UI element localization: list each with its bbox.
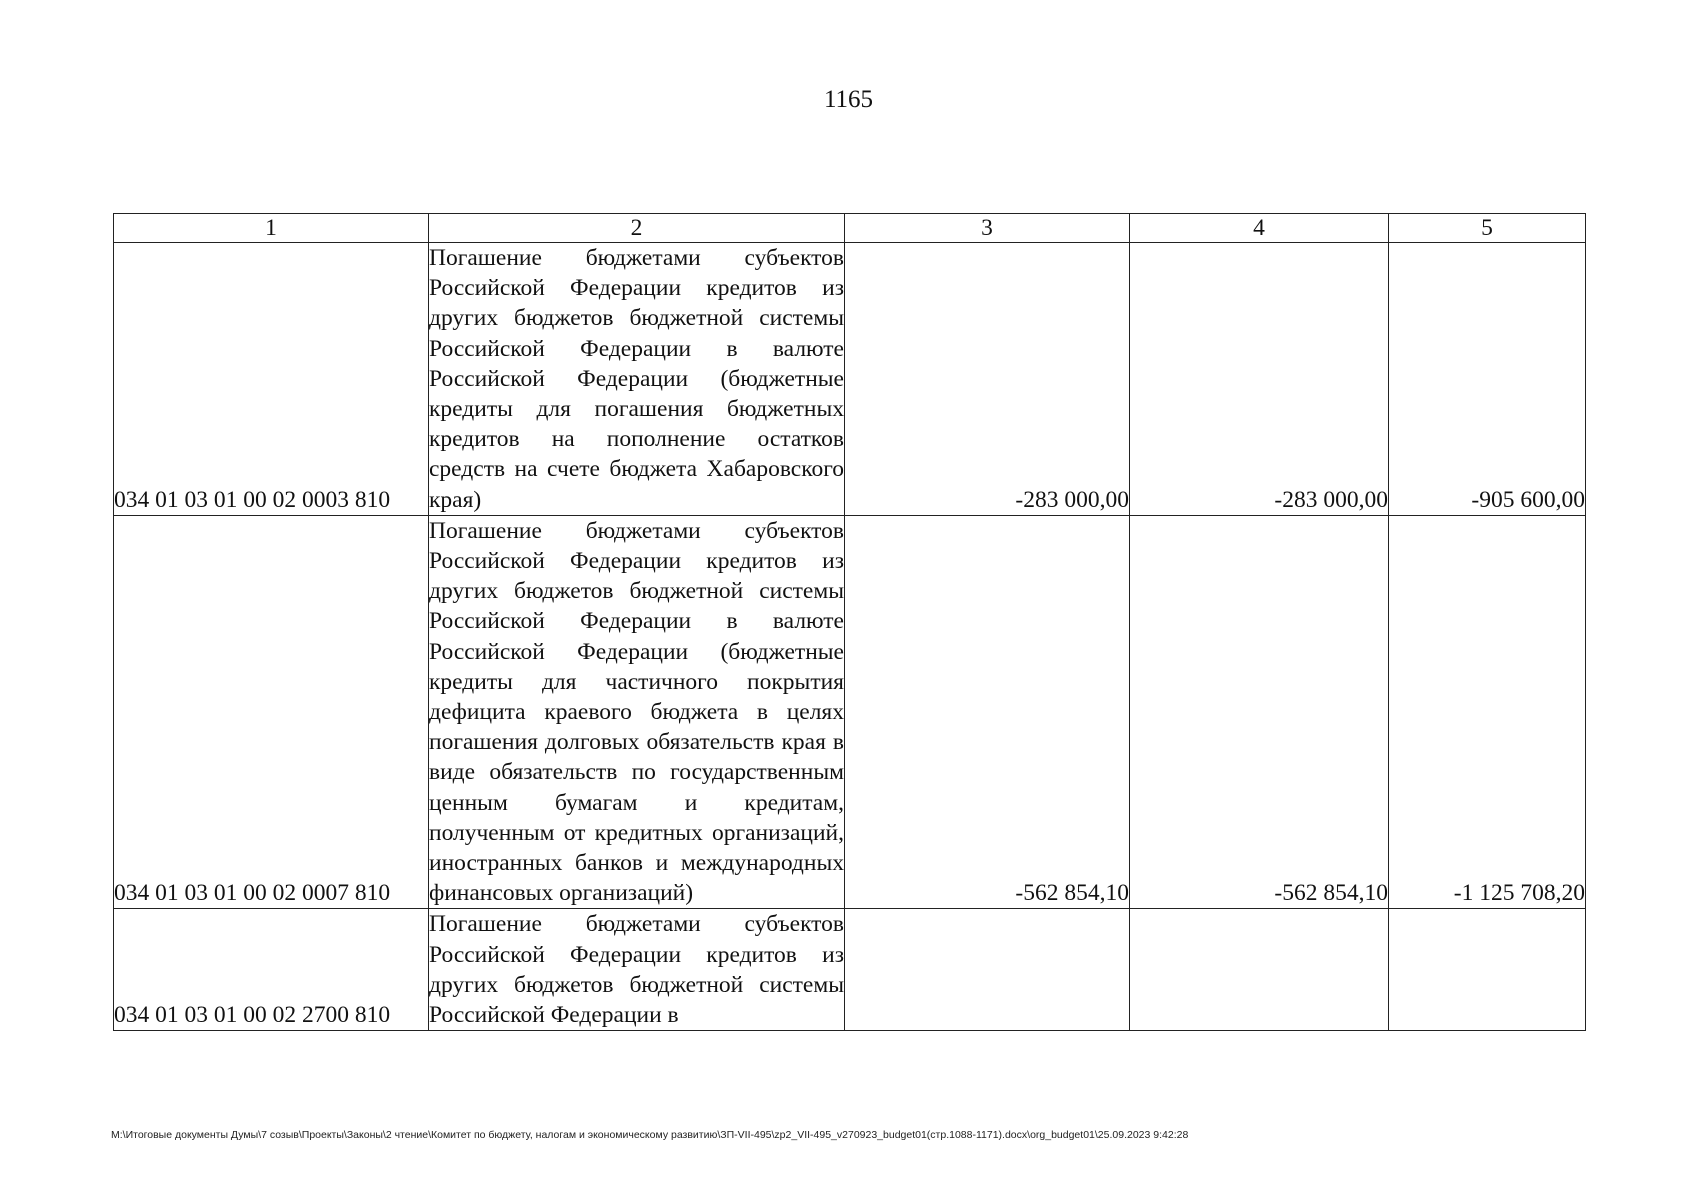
table-row: [114, 243, 1586, 516]
document-file-path: M:\Итоговые документы Думы\7 созыв\Проекты\Законы\2 чтение\Комитет по бюджету, налогам и экономическому развитию\ЗП-VII-495\zp2_VII-495_v270923_budget01(стр.1088-1171).docx\org_budget01\25.09.2023 9:42:28: [111, 1129, 1189, 1141]
amount-col4: -562 854,10: [1130, 515, 1389, 909]
amount-col5: -1 125 708,20: [1389, 515, 1586, 909]
column-header-4: 4: [1130, 214, 1389, 243]
budget-code: 034 01 03 01 00 02 0007 810: [114, 515, 429, 909]
column-header-5: 5: [1389, 214, 1586, 243]
budget-code: 034 01 03 01 00 02 2700 810: [114, 909, 429, 1031]
table-row: [114, 515, 1586, 909]
page-number: 1165: [823, 86, 874, 113]
amount-col5: [1389, 909, 1586, 1031]
amount-col5: -905 600,00: [1389, 243, 1586, 516]
column-header-1: 1: [114, 214, 429, 243]
amount-col4: [1130, 909, 1389, 1031]
amount-col3: [845, 909, 1130, 1031]
column-header-2: 2: [429, 214, 845, 243]
budget-table: [113, 213, 1586, 1031]
amount-col3: -283 000,00: [845, 243, 1130, 516]
budget-code: 034 01 03 01 00 02 0003 810: [114, 243, 429, 516]
table-header-row: [114, 214, 1586, 243]
budget-description: Погашение бюджетами субъектов Российской Федерации кредитов из других бюджетов бюджетной системы Российской Федерации в валюте Российской Федерации (бюджетные кредиты для частичного покрытия дефицита краевого бюджета в целях погашения долговых обязательств края в виде обязательств по государственным ценным бумагам и кредитам, полученным от кредитных организаций, иностранных банков и международных финансовых организаций): [429, 515, 845, 909]
budget-description: Погашение бюджетами субъектов Российской Федерации кредитов из других бюджетов бюджетной системы Российской Федерации в: [429, 909, 845, 1031]
table-row: [114, 909, 1586, 1031]
budget-description: Погашение бюджетами субъектов Российской Федерации кредитов из других бюджетов бюджетной системы Российской Федерации в валюте Российской Федерации (бюджетные кредиты для погашения бюджетных кредитов на пополнение остатков средств на счете бюджета Хабаровского края): [429, 243, 845, 516]
column-header-3: 3: [845, 214, 1130, 243]
amount-col4: -283 000,00: [1130, 243, 1389, 516]
amount-col3: -562 854,10: [845, 515, 1130, 909]
